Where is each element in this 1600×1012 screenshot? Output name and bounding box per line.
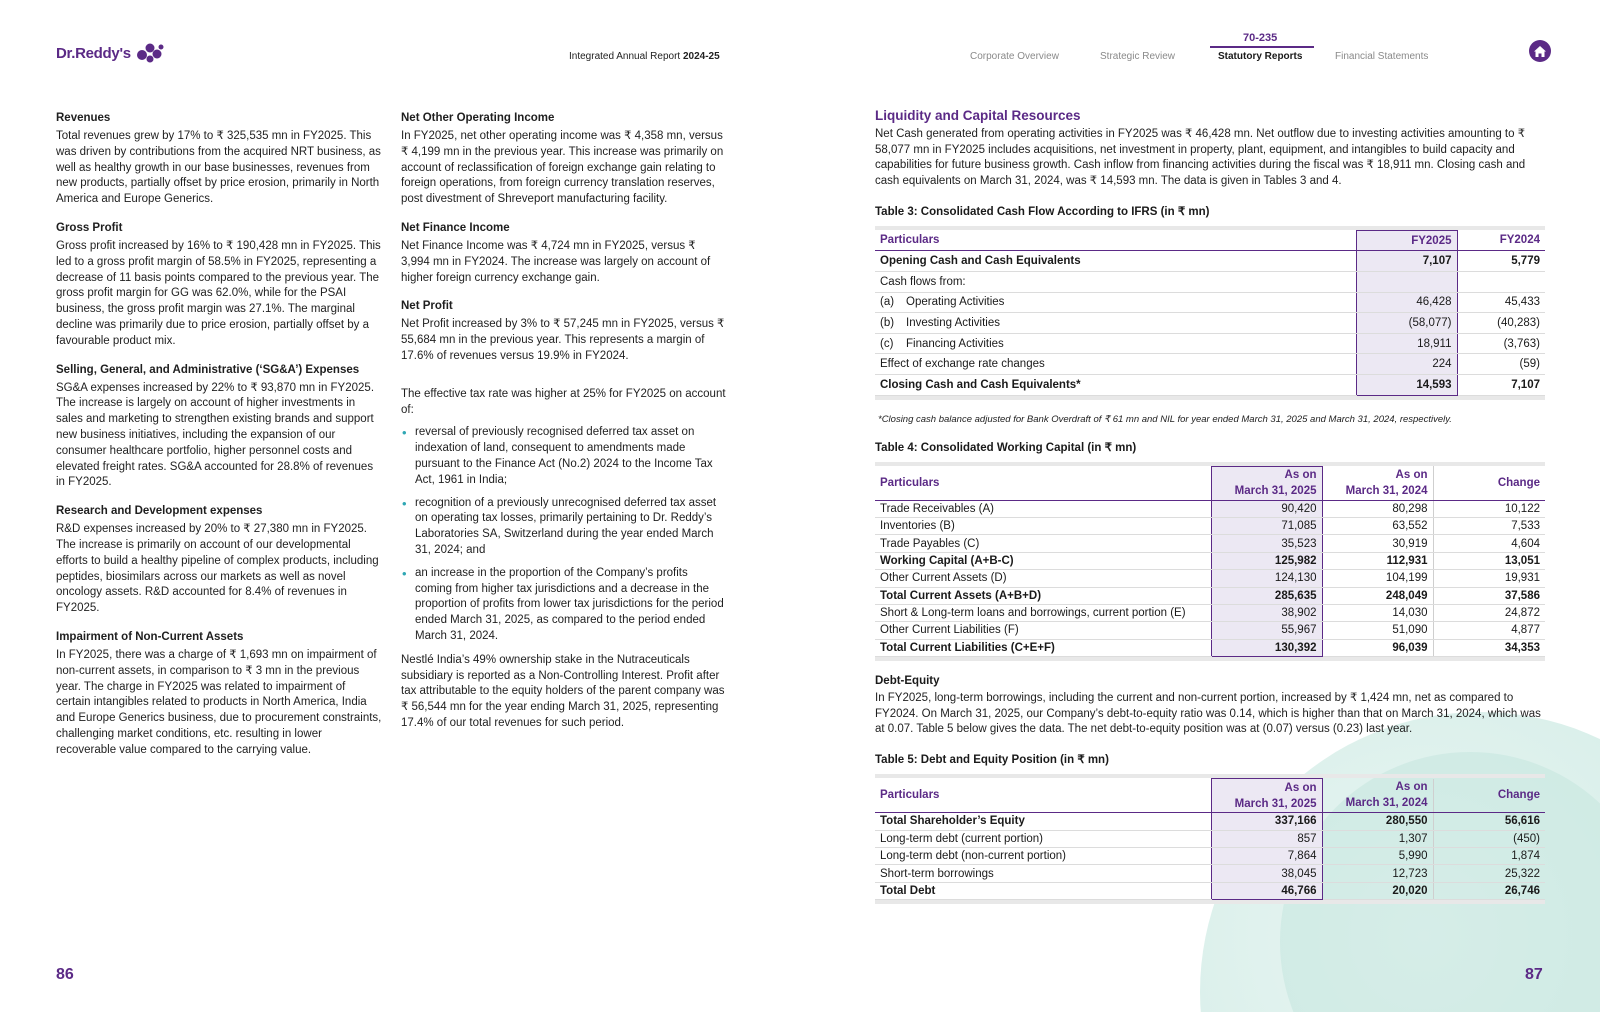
page-range: 70-235 — [1243, 32, 1278, 44]
row-label: Closing Cash and Cash Equivalents* — [875, 374, 1356, 395]
cell-fy2024: (40,283) — [1457, 313, 1545, 334]
cell-fy2025: 7,107 — [1356, 251, 1457, 272]
debt-equity-body — [875, 813, 1545, 900]
row-label: Long-term debt (non-current portion) — [875, 847, 1211, 864]
table-row — [875, 813, 1545, 830]
section-heading: Net Other Operating Income — [401, 112, 555, 124]
section-heading: Gross Profit — [56, 221, 123, 234]
cell-previous-year: 96,039 — [1322, 639, 1433, 656]
header-line: As on — [1284, 781, 1317, 794]
row-prefix: (b) — [880, 316, 895, 329]
cell-current-year: 38,902 — [1211, 604, 1322, 621]
cell-previous-year: 5,990 — [1322, 847, 1433, 864]
section-heading: Net Profit — [401, 300, 453, 313]
table-row — [875, 830, 1545, 847]
row-label — [875, 292, 1356, 313]
tax-bullets — [401, 425, 727, 644]
row-label: Short & Long-term loans and borrowings, current portion (E) — [875, 604, 1211, 621]
cell-change: 37,586 — [1433, 587, 1545, 604]
col-header-fy2025 — [1211, 779, 1322, 813]
cash-flow-table — [875, 230, 1545, 396]
row-label: Other Current Assets (D) — [875, 570, 1211, 587]
section-heading: Net Finance Income — [401, 221, 510, 234]
cell-current-year: 857 — [1211, 830, 1322, 847]
cell-fy2025: 224 — [1356, 354, 1457, 375]
cell-current-year: 55,967 — [1211, 622, 1322, 639]
row-prefix: (c) — [880, 337, 894, 350]
table-row — [875, 272, 1545, 293]
nav-strategic-review[interactable]: Strategic Review — [1100, 51, 1176, 62]
liquidity-paragraph: Net Cash generated from operating activities in FY2025 was ₹ 46,428 mn. Net outflow due to investing activities amounting to ₹ 58,077 mn in FY2025 includes acquisitions, net investment in property, plant, equipment, and intangibles to build capacity and capabilities for future business growth. Cash inflow from financing activities during the fiscal was ₹ 18,911 mn. Closing cash and cash equivalents on March 31, 2024, was ₹ 14,593 mn. The data is given in Tables 3 and 4. — [875, 128, 1526, 188]
row-label: Trade Payables (C) — [875, 535, 1211, 552]
home-button[interactable] — [1529, 40, 1551, 62]
row-label: Total Current Liabilities (C+E+F) — [875, 639, 1211, 656]
table-row — [875, 333, 1545, 354]
table-row — [875, 354, 1545, 375]
cell-change: 34,353 — [1433, 639, 1545, 656]
table-header-row — [875, 779, 1545, 813]
table-row — [875, 535, 1545, 552]
table-row — [875, 552, 1545, 569]
row-label: Other Current Liabilities (F) — [875, 622, 1211, 639]
left-column-2 — [401, 111, 727, 745]
section-paragraph: Total revenues grew by 17% to ₹ 325,535 mn in FY2025. This was driven by contributions from the acquired NRT business, as well as healthy growth in our base businesses, revenues from new products, partially offset by price erosion, primarily in North America and Europe Generics. — [56, 130, 381, 206]
cell-previous-year: 104,199 — [1322, 570, 1433, 587]
row-label-text: Operating Activities — [906, 296, 1005, 309]
row-label-text: Financing Activities — [906, 337, 1004, 350]
table-row — [875, 500, 1545, 517]
cell-change: 7,533 — [1433, 517, 1545, 534]
row-label: Total Debt — [875, 882, 1211, 899]
table-row — [875, 517, 1545, 534]
page-number-left: 86 — [56, 966, 74, 983]
active-nav-underline — [1210, 46, 1314, 48]
working-capital-table — [875, 466, 1545, 658]
cell-change: 56,616 — [1433, 813, 1545, 830]
debt-equity-table — [875, 778, 1545, 900]
cell-fy2024 — [1457, 272, 1545, 293]
cell-previous-year: 80,298 — [1322, 500, 1433, 517]
cell-change: 13,051 — [1433, 552, 1545, 569]
cell-fy2024: 45,433 — [1457, 292, 1545, 313]
row-label — [875, 313, 1356, 334]
working-capital-body — [875, 500, 1545, 657]
section-paragraph: R&D expenses increased by 20% to ₹ 27,380 mn in FY2025. The increase is primarily on account of our developmental efforts to build a healthy pipeline of complex products, including peptides, biosimilars across our markets as well as novel oncology assets. R&D accounted for 8.4% of revenues in FY2025. — [56, 523, 379, 615]
table5-title: Table 5: Debt and Equity Position (in ₹ mn) — [875, 754, 1109, 767]
cell-current-year: 35,523 — [1211, 535, 1322, 552]
cell-fy2024: 7,107 — [1457, 374, 1545, 395]
table-row — [875, 374, 1545, 395]
cell-fy2024: 5,779 — [1457, 251, 1545, 272]
header-line: As on — [1284, 469, 1317, 482]
cell-change: 26,746 — [1433, 882, 1545, 899]
nav-statutory-reports[interactable]: Statutory Reports — [1218, 51, 1303, 62]
col-header: Particulars — [875, 230, 1356, 251]
cell-current-year: 125,982 — [1211, 552, 1322, 569]
cell-fy2024: (59) — [1457, 354, 1545, 375]
col-header: FY2025 — [1356, 230, 1457, 251]
cell-current-year: 130,392 — [1211, 639, 1322, 656]
row-label: Opening Cash and Cash Equivalents — [875, 251, 1356, 272]
header-line: March 31, 2024 — [1345, 484, 1428, 497]
table-row — [875, 639, 1545, 656]
table-row — [875, 570, 1545, 587]
cell-change: 25,322 — [1433, 865, 1545, 882]
cell-current-year: 337,166 — [1211, 813, 1322, 830]
tax-intro: The effective tax rate was higher at 25% for FY2025 on account of: — [401, 387, 726, 416]
cell-change: (450) — [1433, 830, 1545, 847]
cell-fy2025: (58,077) — [1356, 313, 1457, 334]
cell-current-year: 124,130 — [1211, 570, 1322, 587]
row-label — [875, 333, 1356, 354]
cell-previous-year: 12,723 — [1322, 865, 1433, 882]
row-label: Working Capital (A+B-C) — [875, 552, 1211, 569]
report-year: 2024-25 — [682, 51, 720, 62]
table-header-row — [875, 466, 1545, 500]
table-bottom-rule — [875, 900, 1545, 904]
header-line: As on — [1395, 468, 1428, 481]
col-header-fy2025 — [1211, 466, 1322, 500]
section-paragraph: Net Profit increased by 3% to ₹ 57,245 mn in FY2025, versus ₹ 55,684 mn in the previous year. This represents a margin of 17.6% of revenues versus 19.9% in FY2024. — [401, 318, 725, 362]
tax-bullet: • an increase in the proportion of the Company’s profits coming from higher tax jurisdictions and a decrease in the proportion of profits from lower tax jurisdictions for the period ended March 31, 2025, as compared to the period ended March 31, 2024. — [401, 566, 727, 645]
cell-previous-year: 14,030 — [1322, 604, 1433, 621]
section-heading: Revenues — [56, 112, 111, 124]
table-header-row — [875, 230, 1545, 251]
cell-current-year: 46,766 — [1211, 882, 1322, 899]
cell-fy2025 — [1356, 272, 1457, 293]
cell-current-year: 285,635 — [1211, 587, 1322, 604]
right-page — [875, 108, 1545, 904]
cell-change: 4,877 — [1433, 622, 1545, 639]
home-icon — [1533, 45, 1547, 58]
table-row — [875, 292, 1545, 313]
tax-bullet: • reversal of previously recognised deferred tax asset on indexation of land, consequent to amendments made pursuant to the Finance Act (No.2) 2024 to the Income Tax Act, 1961 in India; — [401, 425, 727, 488]
col-header: Particulars — [875, 466, 1211, 500]
cell-current-year: 90,420 — [1211, 500, 1322, 517]
cell-current-year: 38,045 — [1211, 865, 1322, 882]
col-header: Change — [1433, 466, 1545, 500]
row-prefix: (a) — [880, 296, 895, 309]
section-paragraph: SG&A expenses increased by 22% to ₹ 93,870 mn in FY2025. The increase is largely on account of higher investments in sales and marketing to strengthen existing brands and support new business initiatives, including the expansion of our consumer healthcare portfolio, higher personnel costs and elevated freight rates. SG&A accounted for 28.8% of revenues in FY2025. — [56, 381, 375, 489]
row-label: Short-term borrowings — [875, 865, 1211, 882]
cell-change: 10,122 — [1433, 500, 1545, 517]
row-label: Cash flows from: — [875, 272, 1356, 293]
cell-change: 4,604 — [1433, 535, 1545, 552]
col-header-fy2024 — [1322, 779, 1433, 813]
report-title-text: Integrated Annual Report — [569, 51, 681, 62]
debt-equity-title: Debt-Equity — [875, 675, 940, 688]
debt-equity-paragraph: In FY2025, long-term borrowings, including the current and non-current portion, increased by ₹ 1,424 mn, net as compared to FY2024. On March 31, 2025, our Company’s debt-to-equity ratio was 0.14, which is higher than that on March 31, 2024, which was at 0.07. Table 5 below gives the data. The net debt-to-equity position was at (0.07) versus (0.23) last year. — [875, 692, 1541, 736]
logo-text: Dr.Reddy's — [56, 44, 131, 62]
cell-previous-year: 20,020 — [1322, 882, 1433, 899]
row-label: Long-term debt (current portion) — [875, 830, 1211, 847]
table-row — [875, 622, 1545, 639]
section-paragraph: Net Finance Income was ₹ 4,724 mn in FY2025, versus ₹ 3,994 mn in FY2024. The increase was largely on account of higher foreign currency exchange gain. — [401, 239, 711, 284]
table4-title: Table 4: Consolidated Working Capital (in ₹ mn) — [875, 441, 1137, 454]
cell-previous-year: 112,931 — [1322, 552, 1433, 569]
section-nav — [0, 51, 1600, 65]
section-paragraph: Gross profit increased by 16% to ₹ 190,428 mn in FY2025. This led to a gross profit margin of 58.5% in FY2025, representing a decrease of 11 basis points compared to the previous year. The gross profit margin for GG was 62.0%, while for the PSAI business, the gross profit margin was 27.1%. The marginal decline was primarily due to price erosion, partially offset by a favourable product mix. — [56, 239, 381, 347]
nav-financial-statements[interactable]: Financial Statements — [1335, 51, 1429, 62]
nestle-paragraph: Nestlé India’s 49% ownership stake in the Nutraceuticals subsidiary is reported as a Non-Controlling Interest. Profit after tax attributable to the equity holders of the parent company was ₹ 56,544 mn for the year ending March 31, 2025, representing 17.4% of our total revenues for such period. — [401, 653, 725, 729]
table-row — [875, 847, 1545, 864]
cell-previous-year: 51,090 — [1322, 622, 1433, 639]
header-line: March 31, 2024 — [1345, 797, 1428, 810]
section-paragraph: In FY2025, there was a charge of ₹ 1,693 mn on impairment of non-current assets, in comparison to ₹ 3 mn in the previous year. The charge in FY2025 was related to impairment of certain intangibles related to products in North America, India and Europe Generics business, due to procurement constraints, challenging market conditions, etc. resulting in lower recoverable value compared to the carrying value. — [56, 648, 382, 756]
table-row — [875, 251, 1545, 272]
table-bottom-rule — [875, 657, 1545, 661]
table-row — [875, 587, 1545, 604]
cell-fy2024: (3,763) — [1457, 333, 1545, 354]
row-label-text: Investing Activities — [906, 316, 1000, 329]
cell-previous-year: 63,552 — [1322, 517, 1433, 534]
cell-previous-year: 1,307 — [1322, 830, 1433, 847]
row-label: Total Current Assets (A+B+D) — [875, 587, 1211, 604]
table3-title: Table 3: Consolidated Cash Flow According to IFRS (in ₹ mn) — [875, 205, 1210, 218]
section-heading: Impairment of Non-Current Assets — [56, 630, 244, 643]
section-heading: Selling, General, and Administrative (‘SG&A’) Expenses — [56, 363, 360, 376]
cell-previous-year: 280,550 — [1322, 813, 1433, 830]
row-label: Effect of exchange rate changes — [875, 354, 1356, 375]
left-column-1 — [56, 111, 382, 772]
section-paragraph: In FY2025, net other operating income was ₹ 4,358 mn, versus ₹ 4,199 mn in the previous year. This increase was primarily on account of reclassification of foreign exchange gain relating to foreign operations, from foreign currency translation reserves, post divestment of Shreveport manufacturing facility. — [401, 130, 724, 206]
section-heading: Research and Development expenses — [56, 505, 263, 518]
cell-current-year: 71,085 — [1211, 517, 1322, 534]
table3-footnote: *Closing cash balance adjusted for Bank Overdraft of ₹ 61 mn and NIL for year ended March 31, 2025 and March 31, 2024, respectively. — [878, 413, 1452, 425]
header-line: March 31, 2025 — [1234, 485, 1317, 498]
tax-bullet: • recognition of a previously unrecognised deferred tax asset on operating tax losses, primarily pertaining to Dr. Reddy’s Laboratories SA, Switzerland during the year ended March 31, 2024; and — [401, 496, 727, 559]
table-row — [875, 865, 1545, 882]
header-line: March 31, 2025 — [1234, 797, 1317, 810]
page-number-right: 87 — [1525, 966, 1543, 983]
header-line: As on — [1395, 781, 1428, 794]
table-bottom-rule — [875, 396, 1545, 400]
cell-fy2025: 14,593 — [1356, 374, 1457, 395]
col-header: Change — [1433, 779, 1545, 813]
col-header-fy2024 — [1322, 466, 1433, 500]
table-row — [875, 604, 1545, 621]
liquidity-title: Liquidity and Capital Resources — [875, 108, 1081, 123]
nav-corporate-overview[interactable]: Corporate Overview — [970, 51, 1059, 62]
row-label: Inventories (B) — [875, 517, 1211, 534]
cell-change: 19,931 — [1433, 570, 1545, 587]
cell-change: 1,874 — [1433, 847, 1545, 864]
cell-current-year: 7,864 — [1211, 847, 1322, 864]
col-header: FY2024 — [1457, 230, 1545, 251]
cell-fy2025: 46,428 — [1356, 292, 1457, 313]
cell-previous-year: 248,049 — [1322, 587, 1433, 604]
row-label: Total Shareholder’s Equity — [875, 813, 1211, 830]
cell-previous-year: 30,919 — [1322, 535, 1433, 552]
table-row — [875, 882, 1545, 899]
col-header: Particulars — [875, 779, 1211, 813]
cell-change: 24,872 — [1433, 604, 1545, 621]
cell-fy2025: 18,911 — [1356, 333, 1457, 354]
table-row — [875, 313, 1545, 334]
row-label: Trade Receivables (A) — [875, 500, 1211, 517]
